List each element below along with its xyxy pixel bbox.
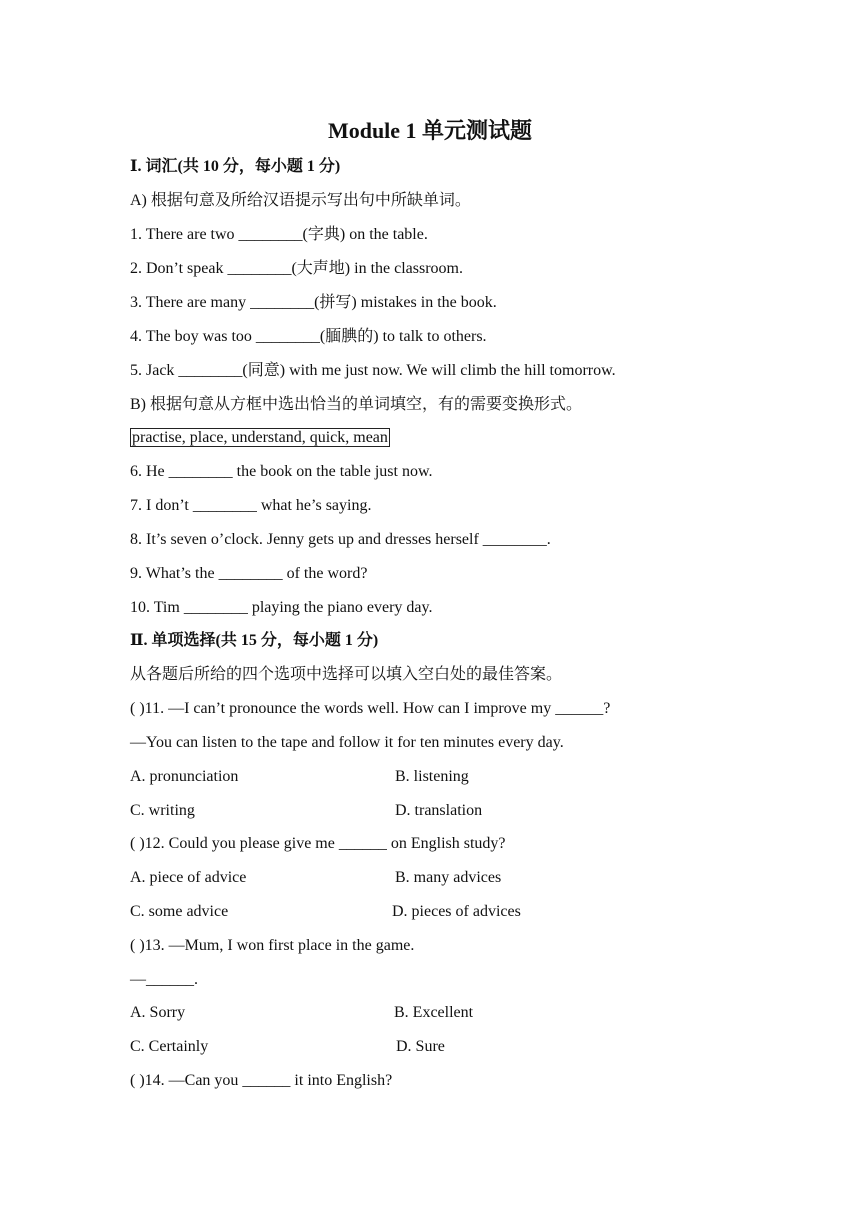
- question-7: 7. I don’t ________ what he’s saying.: [130, 497, 372, 514]
- question-6: 6. He ________ the book on the table just now.: [130, 463, 433, 480]
- question-13-option-c: C. Certainly: [130, 1038, 209, 1055]
- question-12-option-a: A. piece of advice: [130, 869, 247, 886]
- question-11-option-a: A. pronunciation: [130, 768, 239, 785]
- section1-part-b-instruction: B) 根据句意从方框中选出恰当的单词填空，有的需要变换形式。: [130, 396, 583, 413]
- question-10: 10. Tim ________ playing the piano every day.: [130, 599, 433, 616]
- section1-part-a-instruction: A) 根据句意及所给汉语提示写出句中所缺单词。: [130, 192, 471, 209]
- question-11-reply: —You can listen to the tape and follow it for ten minutes every day.: [130, 734, 564, 751]
- word-box-text: practise, place, understand, quick, mean: [132, 429, 388, 446]
- question-13-option-a: A. Sorry: [130, 1004, 186, 1021]
- question-2: 2. Don’t speak ________(大声地) in the classroom.: [130, 260, 463, 277]
- page-title: Module 1 单元测试题: [327, 118, 533, 143]
- question-12-stem: ( )12. Could you please give me ______ on English study?: [130, 835, 506, 852]
- question-13-option-d: D. Sure: [396, 1038, 445, 1055]
- question-3: 3. There are many ________(拼写) mistakes in the book.: [130, 294, 497, 311]
- section2-heading: Ⅱ. 单项选择(共 15 分，每小题 1 分): [130, 632, 379, 649]
- question-11-option-d: D. translation: [395, 802, 483, 819]
- question-13-reply: —______.: [130, 971, 198, 988]
- question-14-stem: ( )14. —Can you ______ it into English?: [130, 1072, 393, 1089]
- question-8: 8. It’s seven o’clock. Jenny gets up and dresses herself ________.: [130, 531, 551, 548]
- question-1: 1. There are two ________(字典) on the table.: [130, 226, 428, 243]
- question-4: 4. The boy was too ________(腼腆的) to talk to others.: [130, 328, 487, 345]
- question-12-option-b: B. many advices: [395, 869, 502, 886]
- question-13-option-b: B. Excellent: [394, 1004, 474, 1021]
- question-9: 9. What’s the ________ of the word?: [130, 565, 368, 582]
- section1-heading: Ⅰ. 词汇(共 10 分，每小题 1 分): [130, 158, 341, 175]
- question-11-option-c: C. writing: [130, 802, 195, 819]
- word-box: [130, 428, 390, 448]
- section2-instruction: 从各题后所给的四个选项中选择可以填入空白处的最佳答案。: [130, 666, 563, 683]
- question-5: 5. Jack ________(同意) with me just now. We will climb the hill tomorrow.: [130, 362, 616, 379]
- question-12-option-d: D. pieces of advices: [392, 903, 521, 920]
- question-11-option-b: B. listening: [395, 768, 469, 785]
- question-13-stem: ( )13. —Mum, I won first place in the game.: [130, 937, 415, 954]
- question-11-stem: ( )11. —I can’t pronounce the words well. How can I improve my ______?: [130, 700, 611, 717]
- question-12-option-c: C. some advice: [130, 903, 229, 920]
